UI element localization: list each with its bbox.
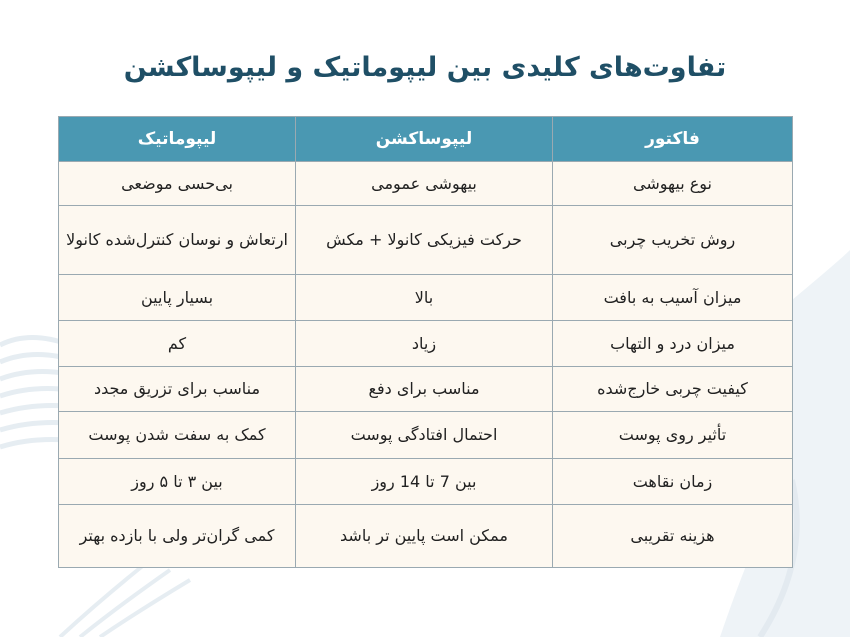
- table-row: [59, 412, 793, 459]
- cell-factor: کیفیت چربی خارج‌شده: [553, 367, 793, 412]
- cell-liposuction: بیهوشی عمومی: [296, 162, 553, 206]
- cell-liposuction: ممکن است پایین تر باشد: [296, 505, 553, 568]
- table-row: [59, 321, 793, 367]
- cell-lipomatic: کم: [59, 321, 296, 367]
- table-row: [59, 459, 793, 505]
- cell-factor: نوع بیهوشی: [553, 162, 793, 206]
- cell-lipomatic: بی‌حسی موضعی: [59, 162, 296, 206]
- cell-liposuction: احتمال افتادگی پوست: [296, 412, 553, 459]
- header-factor: فاکتور: [553, 117, 793, 162]
- cell-liposuction: بین 7 تا 14 روز: [296, 459, 553, 505]
- table-header-row: [59, 117, 793, 162]
- cell-factor: روش تخریب چربی: [553, 206, 793, 275]
- cell-factor: زمان نقاهت: [553, 459, 793, 505]
- cell-lipomatic: مناسب برای تزریق مجدد: [59, 367, 296, 412]
- comparison-table: [58, 116, 793, 568]
- cell-lipomatic: کمک به سفت شدن پوست: [59, 412, 296, 459]
- table-row: [59, 162, 793, 206]
- cell-liposuction: بالا: [296, 275, 553, 321]
- table-row: [59, 206, 793, 275]
- table-row: [59, 367, 793, 412]
- cell-liposuction: مناسب برای دفع: [296, 367, 553, 412]
- cell-lipomatic: بسیار پایین: [59, 275, 296, 321]
- cell-liposuction: حرکت فیزیکی کانولا + مکش: [296, 206, 553, 275]
- header-lipomatic: لیپوماتیک: [59, 117, 296, 162]
- page-title: تفاوت‌های کلیدی بین لیپوماتیک و لیپوساکشن: [123, 52, 727, 83]
- table-row: [59, 275, 793, 321]
- cell-factor: میزان درد و التهاب: [553, 321, 793, 367]
- cell-liposuction: زیاد: [296, 321, 553, 367]
- cell-lipomatic: کمی گران‌تر ولی با بازده بهتر: [59, 505, 296, 568]
- cell-factor: تأثیر روی پوست: [553, 412, 793, 459]
- header-liposuction: لیپوساکشن: [296, 117, 553, 162]
- cell-factor: میزان آسیب به بافت: [553, 275, 793, 321]
- table-row: [59, 505, 793, 568]
- cell-lipomatic: ارتعاش و نوسان کنترل‌شده کانولا: [59, 206, 296, 275]
- cell-factor: هزینه تقریبی: [553, 505, 793, 568]
- cell-lipomatic: بین ۳ تا ۵ روز: [59, 459, 296, 505]
